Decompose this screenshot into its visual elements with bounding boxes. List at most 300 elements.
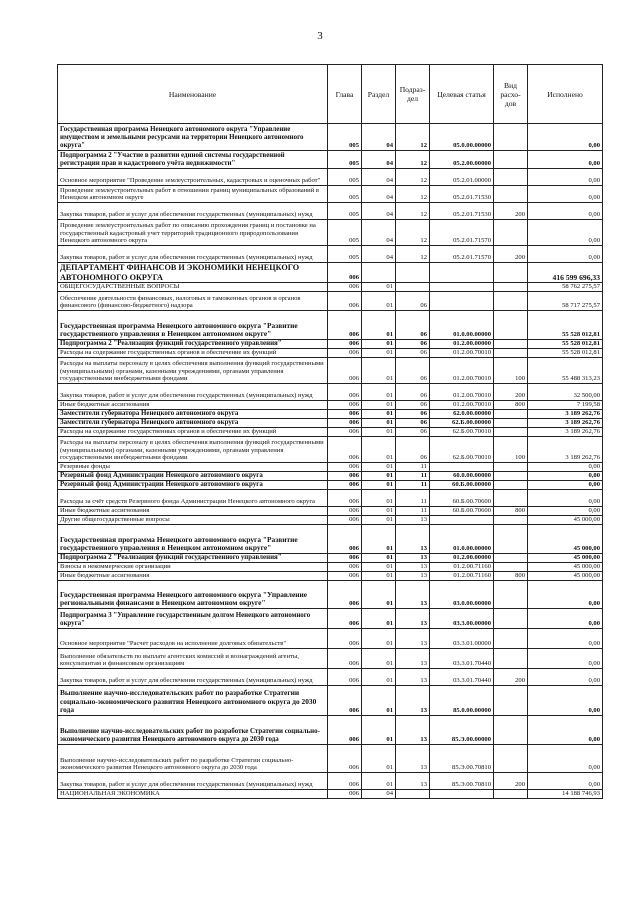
cell-name: Закупка товаров, работ и услуг для обеспечения государственных (муниципальных) нужд	[58, 203, 328, 220]
cell-name: Подпрограмма 2 "Участие в развитии единой системы государственной регистрации прав и кадастрового учёта недвижимости"	[58, 151, 328, 169]
cell-vr: 100	[494, 358, 528, 384]
cell-podrazdel: 13	[396, 516, 430, 525]
cell-vr	[494, 463, 528, 472]
cell-podrazdel: 12	[396, 169, 430, 186]
cell-glava: 006	[328, 572, 362, 581]
cell-podrazdel: 13	[396, 581, 430, 609]
cell-vr	[494, 419, 528, 428]
cell-vr	[494, 169, 528, 186]
cell-vr	[494, 292, 528, 311]
cell-razdel: 01	[362, 428, 396, 437]
cell-glava: 006	[328, 292, 362, 311]
table-row	[58, 419, 603, 428]
cell-glava: 006	[328, 716, 362, 745]
cell-razdel: 01	[362, 481, 396, 490]
table-row	[58, 292, 603, 311]
header-podrazdel: Подраз-дел	[396, 65, 430, 124]
header-vr: Вид расхо-дов	[494, 65, 528, 124]
cell-name: Основное мероприятие "Расчет расходов на исполнение долговых обязательств"	[58, 629, 328, 649]
cell-razdel: 01	[362, 649, 396, 669]
cell-vr	[494, 428, 528, 437]
cell-name: Государственная программа Ненецкого автономного округа "Развитие государственного управления в Ненецком автономном округе"	[58, 311, 328, 340]
cell-name: Взносы в некоммерческие организации	[58, 563, 328, 572]
cell-vr	[494, 220, 528, 246]
cell-name: Выполнение научно-исследовательских работ по разработке Стратегии социально-экономического развития Ненецкого автономного округа до 2030 года	[58, 716, 328, 745]
cell-glava: 006	[328, 581, 362, 609]
cell-amount: 0,00	[528, 745, 603, 773]
cell-name: Государственная программа Ненецкого автономного округа "Управление имуществом и земельными ресурсами на территории Ненецкого автономного округа"	[58, 124, 328, 151]
cell-amount: 0,00	[528, 463, 603, 472]
page-number: 3	[317, 30, 323, 42]
cell-razdel: 04	[362, 169, 396, 186]
cell-glava: 005	[328, 169, 362, 186]
cell-csr: 03.3.00.00000	[430, 609, 494, 629]
table-header-row	[58, 65, 603, 124]
cell-csr: 85.Э.00.70810	[430, 745, 494, 773]
cell-name: Государственная программа Ненецкого автономного округа "Развитие государственного управления в Ненецком автономном округе"	[58, 525, 328, 554]
cell-razdel: 04	[362, 790, 396, 799]
cell-glava: 005	[328, 124, 362, 151]
cell-name: НАЦИОНАЛЬНАЯ ЭКОНОМИКА	[58, 790, 328, 799]
cell-vr	[494, 716, 528, 745]
cell-glava: 006	[328, 283, 362, 292]
cell-amount: 55 528 012,81	[528, 349, 603, 358]
cell-name: Расходы на выплаты персоналу в целях обеспечения выполнения функций государственными (муниципальными) органами, казенными учреждениями, органами управления государственными внебюджетными фондами	[58, 437, 328, 463]
cell-csr: 01.0.00.00000	[430, 525, 494, 554]
cell-razdel: 01	[362, 525, 396, 554]
cell-podrazdel: 11	[396, 463, 430, 472]
cell-name: Проведение землеустроительных работ по описанию прохождения границ и постановке на государственный кадастровый учет территорий традиционного природопользования Ненецкого автономного округа	[58, 220, 328, 246]
cell-amount: 0,00	[528, 220, 603, 246]
cell-vr	[494, 311, 528, 340]
cell-podrazdel: 12	[396, 151, 430, 169]
table-row	[58, 490, 603, 507]
cell-podrazdel: 06	[396, 311, 430, 340]
cell-vr: 200	[494, 669, 528, 686]
cell-csr: 01.0.00.00000	[430, 311, 494, 340]
cell-glava: 006	[328, 490, 362, 507]
cell-csr: 03.0.00.00000	[430, 581, 494, 609]
cell-name: Закупка товаров, работ и услуг для обеспечения государственных (муниципальных) нужд	[58, 246, 328, 263]
cell-csr: 85.Э.00.00000	[430, 716, 494, 745]
table-row	[58, 186, 603, 203]
table-row	[58, 124, 603, 151]
cell-amount: 0,00	[528, 472, 603, 481]
cell-glava: 006	[328, 669, 362, 686]
cell-name: ДЕПАРТАМЕНТ ФИНАНСОВ И ЭКОНОМИКИ НЕНЕЦКОГО АВТОНОМНОГО ОКРУГА	[58, 263, 328, 283]
cell-amount: 55 528 012,81	[528, 311, 603, 340]
table-row	[58, 151, 603, 169]
cell-csr: 60.Б.00.70600	[430, 507, 494, 516]
cell-name: Резервный фонд Администрации Ненецкого автономного округа	[58, 472, 328, 481]
cell-podrazdel: 13	[396, 629, 430, 649]
cell-name: Проведение землеустроительных работ в отношении границ муниципальных образований в Ненецком автономном округе	[58, 186, 328, 203]
cell-csr: 62.Б.00.70010	[430, 428, 494, 437]
cell-glava: 006	[328, 686, 362, 716]
cell-amount: 32 500,00	[528, 384, 603, 401]
cell-glava: 005	[328, 151, 362, 169]
table-row	[58, 563, 603, 572]
cell-name: Иные бюджетные ассигнования	[58, 401, 328, 410]
cell-razdel: 01	[362, 581, 396, 609]
cell-vr	[494, 629, 528, 649]
cell-csr: 05.2.01.71530	[430, 203, 494, 220]
cell-podrazdel: 11	[396, 481, 430, 490]
cell-vr	[494, 649, 528, 669]
cell-name: Выполнение обязательств по выплате агентских комиссий и вознаграждений агенты, консультантам и финансовым организациям	[58, 649, 328, 669]
cell-razdel: 01	[362, 563, 396, 572]
cell-razdel	[362, 263, 396, 283]
cell-podrazdel: 11	[396, 490, 430, 507]
cell-vr: 100	[494, 437, 528, 463]
cell-podrazdel	[396, 263, 430, 283]
cell-glava: 006	[328, 773, 362, 790]
table-row	[58, 629, 603, 649]
cell-podrazdel: 06	[396, 428, 430, 437]
cell-name: Заместители губернатора Ненецкого автономного округа	[58, 410, 328, 419]
cell-razdel: 01	[362, 292, 396, 311]
cell-vr: 200	[494, 773, 528, 790]
cell-razdel: 01	[362, 340, 396, 349]
cell-amount: 0,00	[528, 773, 603, 790]
cell-amount: 0,00	[528, 686, 603, 716]
cell-csr: 62.0.00.00000	[430, 410, 494, 419]
cell-csr: 03.3.01.70440	[430, 669, 494, 686]
cell-razdel: 04	[362, 246, 396, 263]
table-row	[58, 428, 603, 437]
cell-amount: 0,00	[528, 490, 603, 507]
cell-csr: 62.Б.00.70010	[430, 437, 494, 463]
table-row	[58, 572, 603, 581]
cell-csr: 85.0.00.00000	[430, 686, 494, 716]
cell-vr: 200	[494, 384, 528, 401]
cell-amount: 3 189 262,76	[528, 428, 603, 437]
table-row	[58, 384, 603, 401]
cell-glava: 005	[328, 203, 362, 220]
cell-name: Иные бюджетные ассигнования	[58, 507, 328, 516]
cell-glava: 006	[328, 525, 362, 554]
cell-vr: 800	[494, 401, 528, 410]
cell-razdel: 01	[362, 609, 396, 629]
header-amount: Исполнено	[528, 65, 603, 124]
cell-csr: 60.0.00.00000	[430, 472, 494, 481]
cell-amount: 0,00	[528, 716, 603, 745]
budget-execution-table	[57, 64, 603, 799]
cell-name: Подпрограмма 2 "Реализация функций государственного управления"	[58, 554, 328, 563]
cell-amount: 0,00	[528, 669, 603, 686]
table-row	[58, 686, 603, 716]
cell-vr: 800	[494, 572, 528, 581]
cell-razdel: 04	[362, 186, 396, 203]
cell-glava: 006	[328, 428, 362, 437]
table-body	[58, 124, 603, 799]
cell-razdel: 01	[362, 419, 396, 428]
cell-csr: 05.2.01.00000	[430, 169, 494, 186]
cell-csr	[430, 790, 494, 799]
cell-amount: 3 189 262,76	[528, 437, 603, 463]
cell-csr	[430, 516, 494, 525]
cell-vr	[494, 563, 528, 572]
cell-glava: 006	[328, 358, 362, 384]
cell-amount: 45 000,00	[528, 554, 603, 563]
cell-glava: 006	[328, 410, 362, 419]
cell-podrazdel: 13	[396, 773, 430, 790]
cell-csr: 01.2.00.70010	[430, 349, 494, 358]
cell-csr: 01.2.00.70010	[430, 358, 494, 384]
table-row	[58, 358, 603, 384]
cell-razdel: 01	[362, 507, 396, 516]
cell-amount: 55 528 012,81	[528, 340, 603, 349]
cell-glava: 006	[328, 554, 362, 563]
cell-razdel: 01	[362, 686, 396, 716]
cell-csr: 01.2.00.00000	[430, 340, 494, 349]
cell-csr: 60.Б.00.70600	[430, 490, 494, 507]
cell-razdel: 01	[362, 472, 396, 481]
cell-name: Подпрограмма 3 "Управление государственным долгом Ненецкого автономного округа"	[58, 609, 328, 629]
cell-csr: 85.Э.00.70810	[430, 773, 494, 790]
cell-glava: 006	[328, 609, 362, 629]
cell-glava: 006	[328, 790, 362, 799]
cell-amount: 14 188 746,93	[528, 790, 603, 799]
cell-razdel: 01	[362, 410, 396, 419]
cell-razdel: 01	[362, 437, 396, 463]
cell-podrazdel: 13	[396, 609, 430, 629]
cell-name: ОБЩЕГОСУДАРСТВЕННЫЕ ВОПРОСЫ	[58, 283, 328, 292]
cell-glava: 006	[328, 463, 362, 472]
cell-podrazdel: 11	[396, 507, 430, 516]
cell-razdel: 01	[362, 554, 396, 563]
table-row	[58, 283, 603, 292]
cell-csr: 60.Б.00.00000	[430, 481, 494, 490]
cell-vr: 200	[494, 246, 528, 263]
cell-vr	[494, 554, 528, 563]
cell-vr	[494, 790, 528, 799]
cell-razdel: 01	[362, 349, 396, 358]
cell-podrazdel: 13	[396, 563, 430, 572]
cell-podrazdel: 12	[396, 220, 430, 246]
cell-name: Обеспечение деятельности финансовых, налоговых и таможенных органов и органов финансового (финансово-бюджетного) надзора	[58, 292, 328, 311]
cell-podrazdel: 06	[396, 358, 430, 384]
cell-amount: 0,00	[528, 609, 603, 629]
cell-razdel: 01	[362, 745, 396, 773]
cell-podrazdel: 06	[396, 349, 430, 358]
cell-name: Выполнение научно-исследовательских работ по разработке Стратегии социально-экономического развития Ненецкого автономного округа до 2030 года	[58, 745, 328, 773]
table-row	[58, 525, 603, 554]
cell-csr	[430, 263, 494, 283]
cell-name: Резервные фонды	[58, 463, 328, 472]
cell-vr	[494, 481, 528, 490]
cell-glava: 006	[328, 649, 362, 669]
cell-amount: 45 000,00	[528, 563, 603, 572]
cell-podrazdel: 13	[396, 686, 430, 716]
cell-amount: 45 000,00	[528, 572, 603, 581]
table-row	[58, 773, 603, 790]
table-row	[58, 790, 603, 799]
header-csr: Целевая статья	[430, 65, 494, 124]
table-row	[58, 349, 603, 358]
cell-podrazdel: 13	[396, 554, 430, 563]
cell-name: Закупка товаров, работ и услуг для обеспечения государственных (муниципальных) нужд	[58, 384, 328, 401]
cell-amount: 0,00	[528, 203, 603, 220]
table-row	[58, 649, 603, 669]
cell-glava: 005	[328, 246, 362, 263]
cell-vr	[494, 490, 528, 507]
cell-glava: 006	[328, 481, 362, 490]
table-row	[58, 169, 603, 186]
cell-razdel: 01	[362, 384, 396, 401]
cell-glava: 006	[328, 745, 362, 773]
cell-razdel: 01	[362, 463, 396, 472]
cell-name: Закупка товаров, работ и услуг для обеспечения государственных (муниципальных) нужд	[58, 773, 328, 790]
cell-csr: 01.2.00.71160	[430, 572, 494, 581]
cell-amount: 0,00	[528, 246, 603, 263]
cell-razdel: 01	[362, 773, 396, 790]
cell-csr: 01.2.00.71160	[430, 563, 494, 572]
cell-amount: 3 189 262,76	[528, 410, 603, 419]
cell-glava: 006	[328, 384, 362, 401]
cell-razdel: 01	[362, 572, 396, 581]
cell-glava: 006	[328, 437, 362, 463]
cell-vr	[494, 263, 528, 283]
cell-razdel: 04	[362, 124, 396, 151]
cell-razdel: 01	[362, 311, 396, 340]
cell-podrazdel: 12	[396, 203, 430, 220]
header-name: Наименование	[58, 65, 328, 124]
cell-name: Закупка товаров, работ и услуг для обеспечения государственных (муниципальных) нужд	[58, 669, 328, 686]
cell-csr: 03.3.01.00000	[430, 629, 494, 649]
header-glava: Глава	[328, 65, 362, 124]
cell-amount: 0,00	[528, 649, 603, 669]
cell-razdel: 04	[362, 203, 396, 220]
cell-vr: 200	[494, 203, 528, 220]
cell-glava: 006	[328, 349, 362, 358]
table-row	[58, 340, 603, 349]
cell-razdel: 01	[362, 516, 396, 525]
table-row	[58, 463, 603, 472]
cell-glava: 006	[328, 263, 362, 283]
cell-podrazdel: 06	[396, 401, 430, 410]
cell-vr	[494, 581, 528, 609]
cell-csr	[430, 463, 494, 472]
cell-podrazdel: 13	[396, 745, 430, 773]
cell-podrazdel: 06	[396, 384, 430, 401]
table-row	[58, 263, 603, 283]
table-row	[58, 516, 603, 525]
cell-amount: 0,00	[528, 481, 603, 490]
table-row	[58, 716, 603, 745]
cell-razdel: 01	[362, 716, 396, 745]
cell-name: Расходы на содержание государственных органов и обеспечение их функций	[58, 349, 328, 358]
table-row	[58, 609, 603, 629]
table-row	[58, 472, 603, 481]
cell-podrazdel: 06	[396, 340, 430, 349]
cell-csr: 62.Б.00.00000	[430, 419, 494, 428]
cell-vr	[494, 340, 528, 349]
table-row	[58, 481, 603, 490]
cell-amount: 0,00	[528, 629, 603, 649]
cell-glava: 006	[328, 507, 362, 516]
cell-glava: 006	[328, 340, 362, 349]
cell-glava: 005	[328, 220, 362, 246]
cell-name: Подпрограмма 2 "Реализация функций государственного управления"	[58, 340, 328, 349]
cell-podrazdel: 12	[396, 186, 430, 203]
cell-glava: 006	[328, 472, 362, 481]
table-row	[58, 669, 603, 686]
cell-amount: 58 762 275,57	[528, 283, 603, 292]
cell-amount: 0,00	[528, 581, 603, 609]
cell-podrazdel: 13	[396, 525, 430, 554]
table-row	[58, 401, 603, 410]
cell-razdel: 01	[362, 490, 396, 507]
cell-vr: 800	[494, 507, 528, 516]
cell-podrazdel: 06	[396, 410, 430, 419]
cell-amount: 0,00	[528, 507, 603, 516]
cell-csr: 05.2.00.00000	[430, 151, 494, 169]
cell-glava: 005	[328, 186, 362, 203]
cell-razdel: 01	[362, 669, 396, 686]
cell-vr	[494, 472, 528, 481]
cell-name: Выполнение научно-исследовательских работ по разработке Стратегии социально-экономического развития Ненецкого автономного округа до 2030 года	[58, 686, 328, 716]
cell-glava: 006	[328, 563, 362, 572]
cell-csr	[430, 292, 494, 311]
cell-csr: 03.3.01.70440	[430, 649, 494, 669]
cell-razdel: 01	[362, 358, 396, 384]
cell-podrazdel: 11	[396, 472, 430, 481]
cell-amount: 45 000,00	[528, 525, 603, 554]
cell-glava: 006	[328, 419, 362, 428]
cell-glava: 006	[328, 311, 362, 340]
cell-podrazdel: 06	[396, 419, 430, 428]
cell-vr	[494, 410, 528, 419]
cell-csr: 05.2.01.71570	[430, 246, 494, 263]
cell-razdel: 01	[362, 283, 396, 292]
cell-vr	[494, 516, 528, 525]
cell-vr	[494, 186, 528, 203]
cell-vr	[494, 609, 528, 629]
table-row	[58, 581, 603, 609]
cell-amount: 0,00	[528, 151, 603, 169]
table-row	[58, 507, 603, 516]
cell-podrazdel: 13	[396, 669, 430, 686]
cell-name: Расходы за счёт средств Резервного фонда Администрации Ненецкого автономного округа	[58, 490, 328, 507]
cell-vr	[494, 525, 528, 554]
cell-name: Расходы на содержание государственных органов и обеспечение их функций	[58, 428, 328, 437]
cell-glava: 006	[328, 629, 362, 649]
cell-csr: 05.0.00.00000	[430, 124, 494, 151]
cell-podrazdel: 06	[396, 292, 430, 311]
cell-amount: 416 599 696,33	[528, 263, 603, 283]
cell-amount: 3 189 262,76	[528, 419, 603, 428]
cell-glava: 006	[328, 401, 362, 410]
cell-razdel: 01	[362, 629, 396, 649]
cell-csr: 01.2.00.70010	[430, 401, 494, 410]
table-row	[58, 203, 603, 220]
cell-name: Другие общегосударственные вопросы	[58, 516, 328, 525]
table-row	[58, 745, 603, 773]
cell-podrazdel: 13	[396, 716, 430, 745]
cell-podrazdel: 13	[396, 572, 430, 581]
table-row	[58, 311, 603, 340]
cell-vr	[494, 686, 528, 716]
cell-razdel: 04	[362, 151, 396, 169]
cell-amount: 7 199,58	[528, 401, 603, 410]
cell-podrazdel: 12	[396, 124, 430, 151]
cell-csr: 01.2.00.00000	[430, 554, 494, 563]
cell-vr	[494, 151, 528, 169]
cell-name: Иные бюджетные ассигнования	[58, 572, 328, 581]
cell-name: Резервный фонд Администрации Ненецкого автономного округа	[58, 481, 328, 490]
cell-vr	[494, 124, 528, 151]
